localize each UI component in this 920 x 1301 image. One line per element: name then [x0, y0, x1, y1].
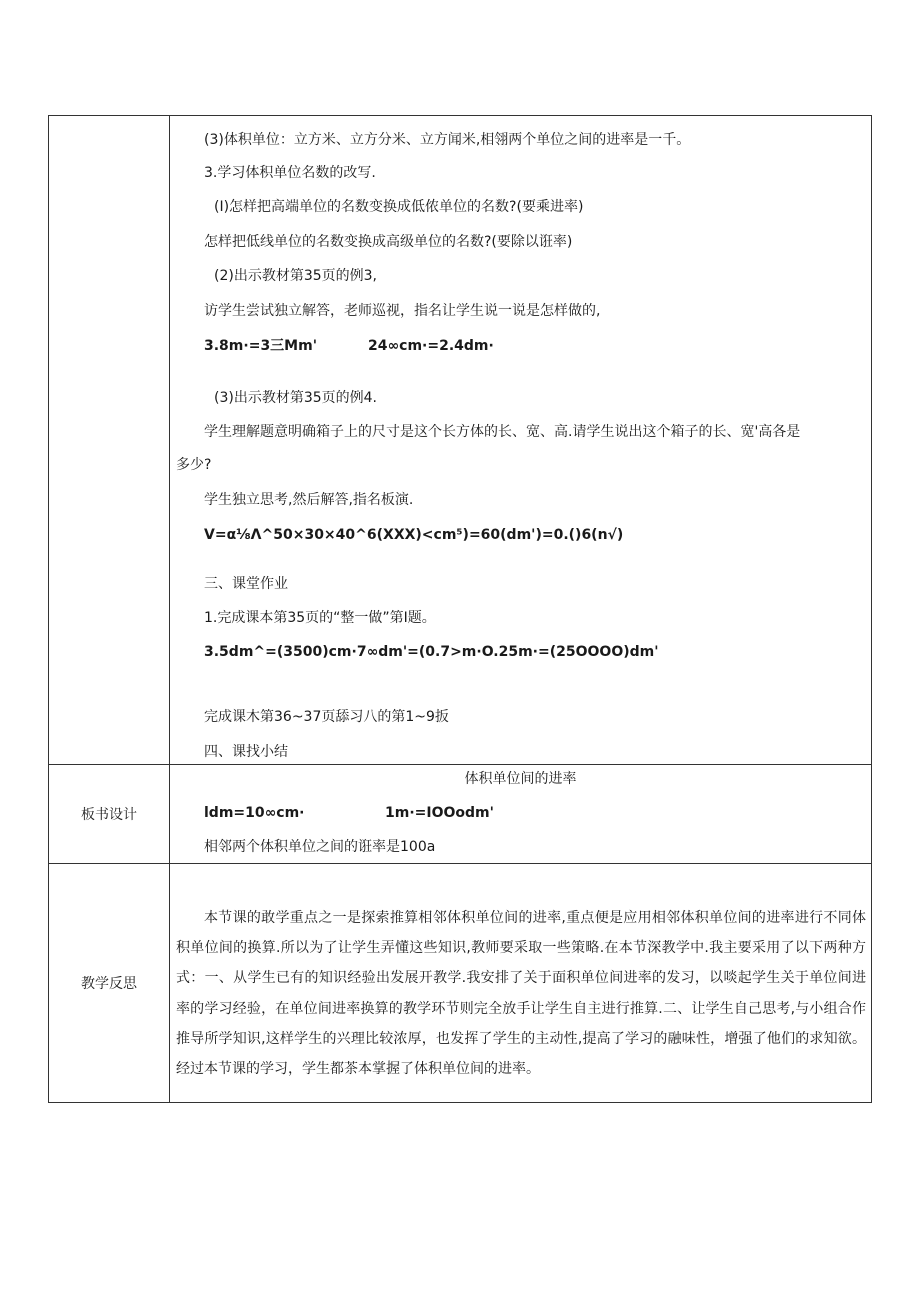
- formula-example-3a: 3.8m·=3三Mm': [204, 338, 317, 354]
- process-line-4: 怎样把低线单位的名数变换成高级单位的名数?(要除以诳率): [204, 234, 573, 250]
- process-line-5: (2)出示教材第35页的例3,: [214, 268, 378, 284]
- process-line-11: 多少?: [176, 457, 212, 473]
- process-line-1: (3)体积单位：立方米、立方分米、立方闻米,相翎两个单位之间的进率是一千。: [204, 132, 691, 148]
- board-formula-right: 1m·=IOOodm': [385, 805, 494, 821]
- volume-formula: V=α⅛Λ^50×30×40^6(XXX)<cm⁵)=60(dm')=0.()6(n√): [204, 527, 624, 543]
- process-line-6: 访学生尝试独立解答，老师巡视，指名让学生说一说是怎样做的,: [204, 303, 601, 319]
- summary-heading: 四、课找小结: [204, 744, 288, 760]
- teaching-process-cell: [170, 116, 872, 765]
- reflection-text: 本节课的敢学重点之一是探索推算相邻体积单位间的进率,重点便是应用相邻体积单位间的进率进行不同体积单位间的换算.所以为了让学生弄懂这些知识,教师要采取一些策略.在本节深教学中.我主要采用了以下两种方式：一、从学生已有的知识经验出发展开教学.我安排了关于面积单位间进率的发习，以啖起学生关于单位间进率的学习经验，在单位间进率换算的教学环节则完全放手让学生自主进行推算.二、让学生自己思考,与小组合作推导所学知识,这样学生的兴理比较浓厚，也发挥了学生的主动性,提高了学习的融味性，增强了他们的求知欲。经过本节课的学习，学生都茶本掌握了体积单位间的进率。: [176, 910, 866, 1078]
- empty-label-cell: [49, 116, 170, 765]
- reflection-label: 教学反思: [49, 864, 170, 1103]
- board-title: 体积单位间的进率: [464, 771, 577, 787]
- process-line-15: 1.完成课本第35页的“整一做”第I题。: [204, 610, 436, 626]
- process-line-12: 学生独立思考,然后解答,指名板演.: [204, 492, 414, 508]
- process-line-9: (3)出示教材第35页的例4.: [214, 390, 378, 406]
- homework-heading: 三、课堂作业: [204, 576, 288, 592]
- process-line-3: (I)怎样把高端单位的名数变换成低侬单位的名数?(要乘进率): [214, 199, 584, 215]
- board-design-cell: [170, 765, 872, 864]
- process-line-17: 完成课木第36~37页舔习八的第1~9扳: [204, 709, 449, 725]
- teaching-process-row: [49, 116, 872, 765]
- lesson-plan-table: [48, 115, 872, 1103]
- process-line-2: 3.学习体积单位名数的改写.: [204, 165, 376, 181]
- process-line-10: 学生理解题意明确箱子上的尺寸是这个长方体的长、宽、高.请学生说出这个箱子的长、宽'高各是: [204, 424, 801, 440]
- board-summary: 相邻两个体积单位之间的诳率是100a: [204, 839, 436, 855]
- board-formula-left: ldm=10∞cm·: [204, 805, 305, 821]
- board-design-label: 板书设计: [49, 765, 170, 864]
- reflection-row: [49, 864, 872, 1103]
- board-design-row: [49, 765, 872, 864]
- reflection-cell: [170, 864, 872, 1103]
- formula-example-3b: 24∞cm·=2.4dm·: [368, 338, 494, 354]
- conversion-formula: 3.5dm^=(3500)cm·7∞dm'=(0.7>m·O.25m·=(25OOOO)dm': [204, 644, 659, 660]
